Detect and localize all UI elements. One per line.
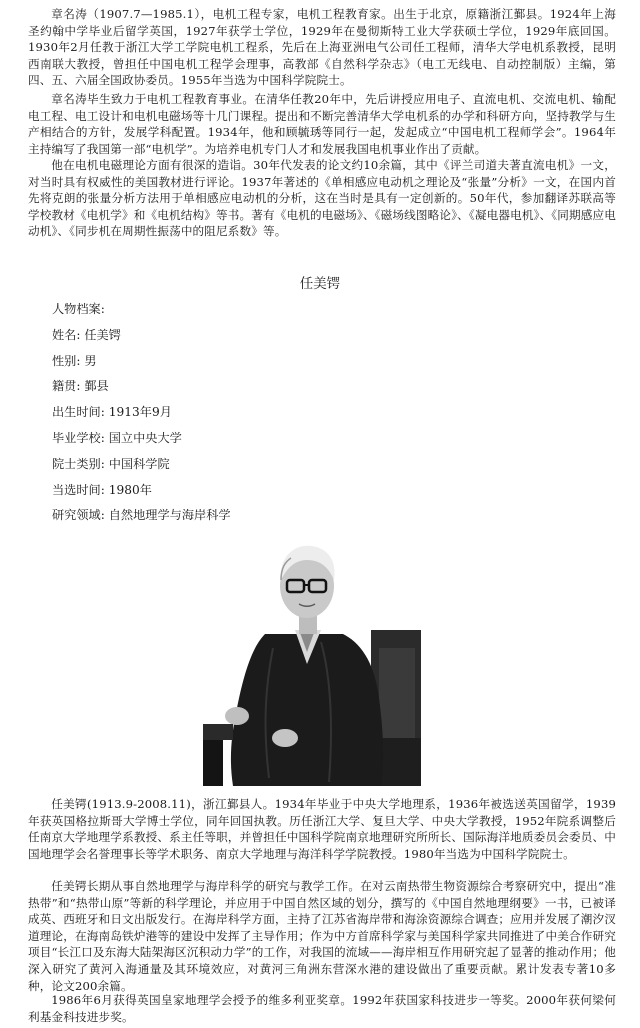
profile-row — [52, 352, 231, 378]
profile-key: 出生时间: — [52, 405, 105, 420]
profile-row — [52, 377, 231, 403]
profile-row — [52, 455, 231, 481]
profile-value: 中国科学院 — [108, 456, 170, 471]
bio-paragraph-1: 任美锷(1913.9-2008.11)，浙江鄞县人。1934年毕业于中央大学地理系，1936年被选送英国留学，1939年获英国格拉斯哥大学博士学位，同年回国执教。历任浙江大学、复旦大学、中央大学教授，1952年院系调整后任南京大学地理学系教授、系主任等职，并曾担任中国科学院南京地理研究所所长、国际海洋地质委员会委员、中国地理学会名誉理事长等学术职务、南京大学地理与海洋科学学院教授。1980年当选为中国科学院院士。 — [28, 797, 616, 861]
profile-value: 男 — [84, 353, 97, 368]
intro-paragraph-2: 章名涛毕生致力于电机工程教育事业。在清华任教20年中，先后讲授应用电子、直流电机、交流电机、输配电工程、电工设计和电机电磁场等十几门课程。提出和不断完善清华大学电机系的办学和科研方向，坚持教学与生产相结合的方针，发展学科配置。1934年，他和顾毓琇等同行一起，发起成立“中国电机工程师学会”。1964年主持编写了我国第一部“电机学”。为培养电机专门人才和发展我国电机事业作出了贡献。 — [28, 92, 616, 156]
profile-key: 当选时间: — [52, 482, 105, 497]
profile-value: 自然地理学与海岸科学 — [108, 508, 231, 523]
intro-paragraph-3: 他在电机电磁理论方面有很深的造诣。30年代发表的论文约10余篇，其中《评兰司道夫著直流电机》一文，对当时具有权威性的美国教材进行评论。1937年著述的《单相感应电动机之理论及“张量”分析》一文，在国内首先将克朗的张量分析方法用于单相感应电动机的分析，这在当时是具有一定创新的。50年代，参加翻译苏联高等学校教材《电机学》和《电机结构》等书。著有《电机的电磁场》、《磁场线图略论》、《凝电器电机》、《同期感应电动机》、《同步机在周期性振荡中的阻尼系数》等。 — [28, 158, 616, 239]
profile-key: 性别: — [52, 353, 81, 368]
profile-key: 研究领域: — [52, 508, 105, 523]
section-title: 任美锷 — [299, 276, 341, 292]
portrait-illustration — [203, 538, 421, 786]
profile-key: 姓名: — [52, 327, 81, 342]
profile-value: 鄞县 — [84, 379, 109, 394]
bio-paragraph-3: 1986年6月获得英国皇家地理学会授予的维多利亚奖章。1992年获国家科技进步一等奖。2000年获何梁何利基金科技进步奖。 — [28, 993, 616, 1024]
profile-key: 毕业学校: — [52, 430, 105, 445]
profile-row — [52, 326, 231, 352]
profile-key: 籍贯: — [52, 379, 81, 394]
bio-paragraph-2: 任美锷长期从事自然地理学与海岸科学的研究与教学工作。在对云南热带生物资源综合考察研究中，提出“准热带”和“热带山原”等新的科学理论，并应用于中国自然区域的划分，撰写的《中国自然地理纲要》一书，已被译成英、西班牙和日文出版发行。在海岸科学方面，主持了江苏省海岸带和海涂资源综合调查；应用并发展了潮汐汊道理论，在海南岛铁炉港等的建设中发挥了主导作用；作为中方首席科学家与美国科学家共同推进了中美合作研究项目“长江口及东海大陆架海区沉积动力学”的工作，对我国的流域——海岸相互作用研究起了显著的推动作用；他深入研究了黄河入海通量及其环境效应，对黄河三角洲东营深水港的建设做出了重要贡献。累计发表专著10多种，论文200余篇。 — [28, 879, 616, 993]
profile-row — [52, 403, 231, 429]
profile-heading-text: 人物档案: — [52, 302, 105, 316]
profile-key: 院士类别: — [52, 456, 105, 471]
intro-paragraph-1: 章名涛（1907.7—1985.1），电机工程专家，电机工程教育家。出生于北京，原籍浙江鄞县。1924年上海圣约翰中学毕业后留学英国，1927年获学士学位，1929年在曼彻斯特工业大学获硕士学位，1929年底回国。1930年2月任教于浙江大学工学院电机工程系，先后在上海亚洲电气公司任工程师，清华大学电机系教授，昆明西南联大教授，曾担任中国电机工程学会理事，高教部《自然科学杂志》（电工无线电、自动控制版）主编，第四、五、六届全国政协委员。1955年当选为中国科学院院士。 — [28, 7, 616, 88]
portrait-photo — [203, 538, 421, 786]
profile-value: 1980年 — [108, 482, 152, 497]
profile-value: 国立中央大学 — [108, 430, 182, 445]
profile-row — [52, 506, 231, 532]
profile-list — [52, 300, 231, 532]
profile-heading — [52, 300, 231, 326]
profile-row — [52, 481, 231, 507]
profile-value: 任美锷 — [84, 327, 121, 342]
profile-value: 1913年9月 — [108, 405, 172, 420]
profile-row — [52, 429, 231, 455]
